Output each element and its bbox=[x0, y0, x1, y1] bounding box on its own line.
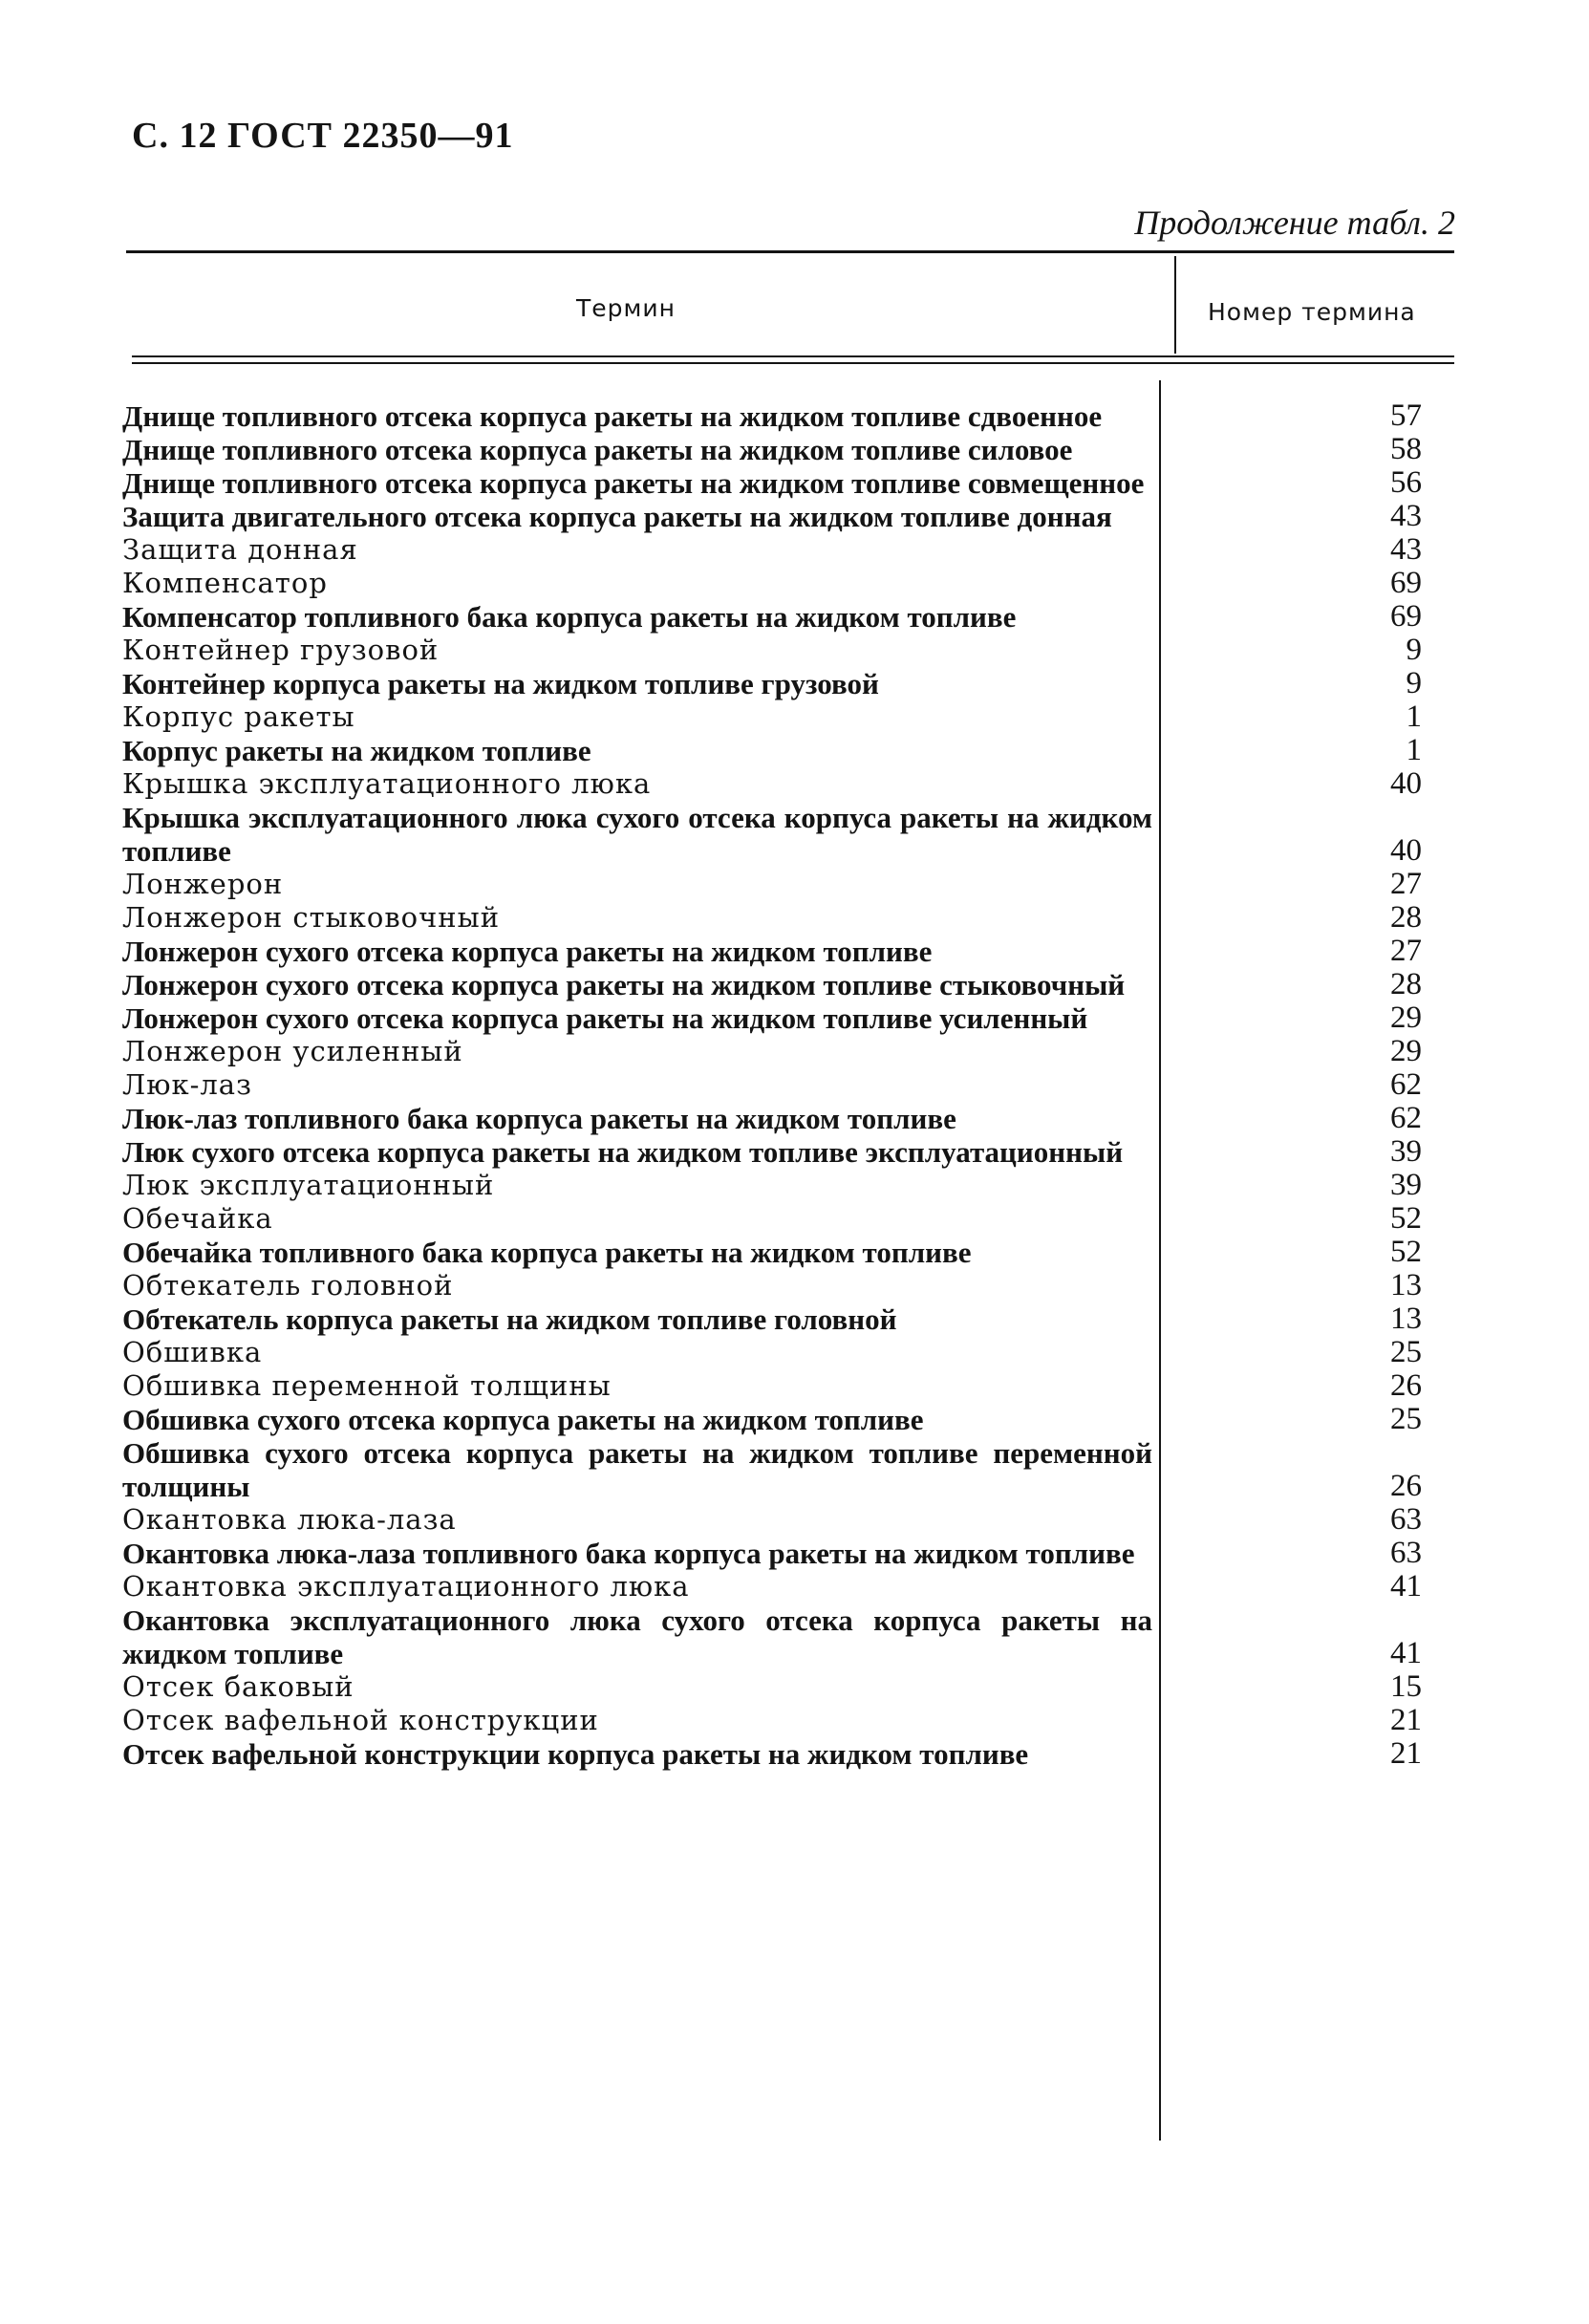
term-number: 43 bbox=[1390, 532, 1422, 567]
table-row bbox=[115, 1035, 1452, 1068]
term-number: 56 bbox=[1390, 465, 1422, 500]
term-number: 29 bbox=[1390, 1034, 1422, 1068]
term-number: 69 bbox=[1390, 599, 1422, 634]
term-text: Люк-лаз bbox=[122, 1068, 252, 1101]
term-text: Лонжерон стыковочный bbox=[122, 901, 501, 934]
table-row bbox=[115, 1001, 1452, 1035]
term-text: Днище топливного отсека корпуса ракеты на жидком топливе совмещенное bbox=[122, 466, 1145, 500]
term-text: Люк эксплуатационный bbox=[122, 1169, 495, 1201]
term-number: 39 bbox=[1390, 1134, 1422, 1169]
term-text: Защита донная bbox=[122, 533, 358, 566]
term-number: 21 bbox=[1390, 1736, 1422, 1771]
table-row bbox=[115, 1704, 1452, 1737]
term-number: 25 bbox=[1390, 1335, 1422, 1369]
term-text: Крышка эксплуатационного люка сухого отсека корпуса ракеты на жидком топливе bbox=[122, 801, 1152, 868]
term-text: Днище топливного отсека корпуса ракеты на жидком топливе сдвоенное bbox=[122, 399, 1103, 433]
term-text: Лонжерон сухого отсека корпуса ракеты на жидком топливе усиленный bbox=[122, 1001, 1088, 1035]
table-continuation-label: Продолжение табл. 2 bbox=[1134, 204, 1455, 242]
table-row bbox=[115, 700, 1452, 734]
term-number: 63 bbox=[1390, 1502, 1422, 1537]
term-text: Обтекатель корпуса ракеты на жидком топливе головной bbox=[122, 1302, 897, 1336]
term-number: 52 bbox=[1390, 1235, 1422, 1269]
term-number: 13 bbox=[1390, 1302, 1422, 1336]
term-text: Обтекатель головной bbox=[122, 1269, 454, 1302]
table-row bbox=[115, 1068, 1452, 1102]
term-text: Крышка эксплуатационного люка bbox=[122, 767, 652, 800]
term-text: Отсек вафельной конструкции корпуса ракеты на жидком топливе bbox=[122, 1737, 1029, 1771]
term-text: Окантовка эксплуатационного люка сухого отсека корпуса ракеты на жидком топливе bbox=[122, 1603, 1152, 1670]
term-text: Корпус ракеты на жидком топливе bbox=[122, 734, 591, 767]
term-number: 9 bbox=[1406, 633, 1422, 667]
term-number: 9 bbox=[1406, 666, 1422, 700]
term-text: Окантовка эксплуатационного люка bbox=[122, 1570, 690, 1603]
term-text: Отсек баковый bbox=[122, 1670, 354, 1703]
table-row bbox=[115, 1102, 1452, 1135]
header-column-divider bbox=[1174, 256, 1176, 354]
term-number: 39 bbox=[1390, 1168, 1422, 1202]
table-row bbox=[115, 634, 1452, 667]
term-text: Защита двигательного отсека корпуса ракеты на жидком топливе донная bbox=[122, 500, 1112, 533]
table-row bbox=[115, 533, 1452, 567]
term-number: 13 bbox=[1390, 1268, 1422, 1302]
term-text: Обшивка переменной толщины bbox=[122, 1369, 612, 1402]
term-number: 27 bbox=[1390, 867, 1422, 901]
term-number: 57 bbox=[1390, 398, 1422, 433]
term-text: Обшивка сухого отсека корпуса ракеты на жидком топливе bbox=[122, 1403, 924, 1436]
term-text: Лонжерон bbox=[122, 868, 284, 900]
table-row bbox=[115, 1236, 1452, 1269]
term-text: Окантовка люка-лаза топливного бака корпуса ракеты на жидком топливе bbox=[122, 1537, 1135, 1570]
table-row bbox=[115, 1369, 1452, 1403]
term-number: 63 bbox=[1390, 1536, 1422, 1570]
table-row bbox=[115, 1269, 1452, 1302]
term-number: 62 bbox=[1390, 1067, 1422, 1102]
table-row bbox=[115, 600, 1452, 634]
table-row bbox=[115, 399, 1452, 433]
table-row bbox=[115, 667, 1452, 700]
term-number: 25 bbox=[1390, 1402, 1422, 1436]
table-top-rule bbox=[126, 250, 1454, 253]
term-number: 26 bbox=[1390, 1469, 1422, 1503]
term-number: 1 bbox=[1406, 699, 1422, 734]
term-number: 1 bbox=[1406, 733, 1422, 767]
table-row bbox=[115, 1603, 1452, 1670]
table-row bbox=[115, 868, 1452, 901]
column-header-term: Термин bbox=[576, 294, 676, 322]
table-row bbox=[115, 1403, 1452, 1436]
term-text: Корпус ракеты bbox=[122, 700, 355, 733]
table-row bbox=[115, 466, 1452, 500]
term-number: 27 bbox=[1390, 934, 1422, 968]
table-row bbox=[115, 1670, 1452, 1704]
term-text: Компенсатор bbox=[122, 567, 328, 599]
term-number: 41 bbox=[1390, 1636, 1422, 1670]
table-row bbox=[115, 433, 1452, 466]
term-text: Днище топливного отсека корпуса ракеты на жидком топливе силовое bbox=[122, 433, 1073, 466]
term-text: Лонжерон усиленный bbox=[122, 1035, 463, 1067]
table-row bbox=[115, 801, 1452, 868]
term-number: 15 bbox=[1390, 1669, 1422, 1704]
table-row bbox=[115, 1336, 1452, 1369]
term-number: 26 bbox=[1390, 1368, 1422, 1403]
header-bottom-rule-2 bbox=[132, 362, 1454, 364]
term-text: Обечайка bbox=[122, 1202, 273, 1235]
table-row bbox=[115, 968, 1452, 1001]
table-row bbox=[115, 1537, 1452, 1570]
term-text: Окантовка люка-лаза bbox=[122, 1503, 457, 1536]
table-row bbox=[115, 1737, 1452, 1771]
term-text: Отсек вафельной конструкции bbox=[122, 1704, 599, 1736]
term-number: 58 bbox=[1390, 432, 1422, 466]
term-number: 28 bbox=[1390, 900, 1422, 935]
term-text: Обшивка сухого отсека корпуса ракеты на жидком топливе переменной толщины bbox=[122, 1436, 1152, 1503]
term-text: Люк-лаз топливного бака корпуса ракеты на жидком топливе bbox=[122, 1102, 956, 1135]
column-header-number: Номер термина bbox=[1208, 298, 1416, 326]
term-text: Обшивка bbox=[122, 1336, 263, 1368]
table-row bbox=[115, 1302, 1452, 1336]
term-number: 69 bbox=[1390, 566, 1422, 600]
term-text: Компенсатор топливного бака корпуса ракеты на жидком топливе bbox=[122, 600, 1017, 634]
header-bottom-rule bbox=[132, 355, 1454, 357]
term-number: 40 bbox=[1390, 833, 1422, 868]
term-number: 52 bbox=[1390, 1201, 1422, 1236]
table-row bbox=[115, 1436, 1452, 1503]
term-number: 29 bbox=[1390, 1001, 1422, 1035]
term-number: 43 bbox=[1390, 499, 1422, 533]
table-row bbox=[115, 734, 1452, 767]
table-row bbox=[115, 767, 1452, 801]
table-row bbox=[115, 1169, 1452, 1202]
table-row bbox=[115, 1503, 1452, 1537]
table-row bbox=[115, 1202, 1452, 1236]
table-row bbox=[115, 901, 1452, 935]
term-text: Люк сухого отсека корпуса ракеты на жидком топливе эксплуатационный bbox=[122, 1135, 1124, 1169]
term-number: 41 bbox=[1390, 1569, 1422, 1603]
term-number: 62 bbox=[1390, 1101, 1422, 1135]
term-text: Лонжерон сухого отсека корпуса ракеты на жидком топливе стыковочный bbox=[122, 968, 1126, 1001]
table-row bbox=[115, 500, 1452, 533]
term-text: Лонжерон сухого отсека корпуса ракеты на жидком топливе bbox=[122, 935, 933, 968]
terms-table-body bbox=[115, 399, 1452, 1771]
term-text: Обечайка топливного бака корпуса ракеты на жидком топливе bbox=[122, 1236, 972, 1269]
term-number: 21 bbox=[1390, 1703, 1422, 1737]
table-row bbox=[115, 567, 1452, 600]
term-number: 28 bbox=[1390, 967, 1422, 1001]
table-row bbox=[115, 1570, 1452, 1603]
term-text: Контейнер корпуса ракеты на жидком топливе грузовой bbox=[122, 667, 879, 700]
term-number: 40 bbox=[1390, 766, 1422, 801]
page-header: С. 12 ГОСТ 22350—91 bbox=[132, 116, 514, 156]
table-row bbox=[115, 935, 1452, 968]
term-text: Контейнер грузовой bbox=[122, 634, 440, 666]
table-row bbox=[115, 1135, 1452, 1169]
